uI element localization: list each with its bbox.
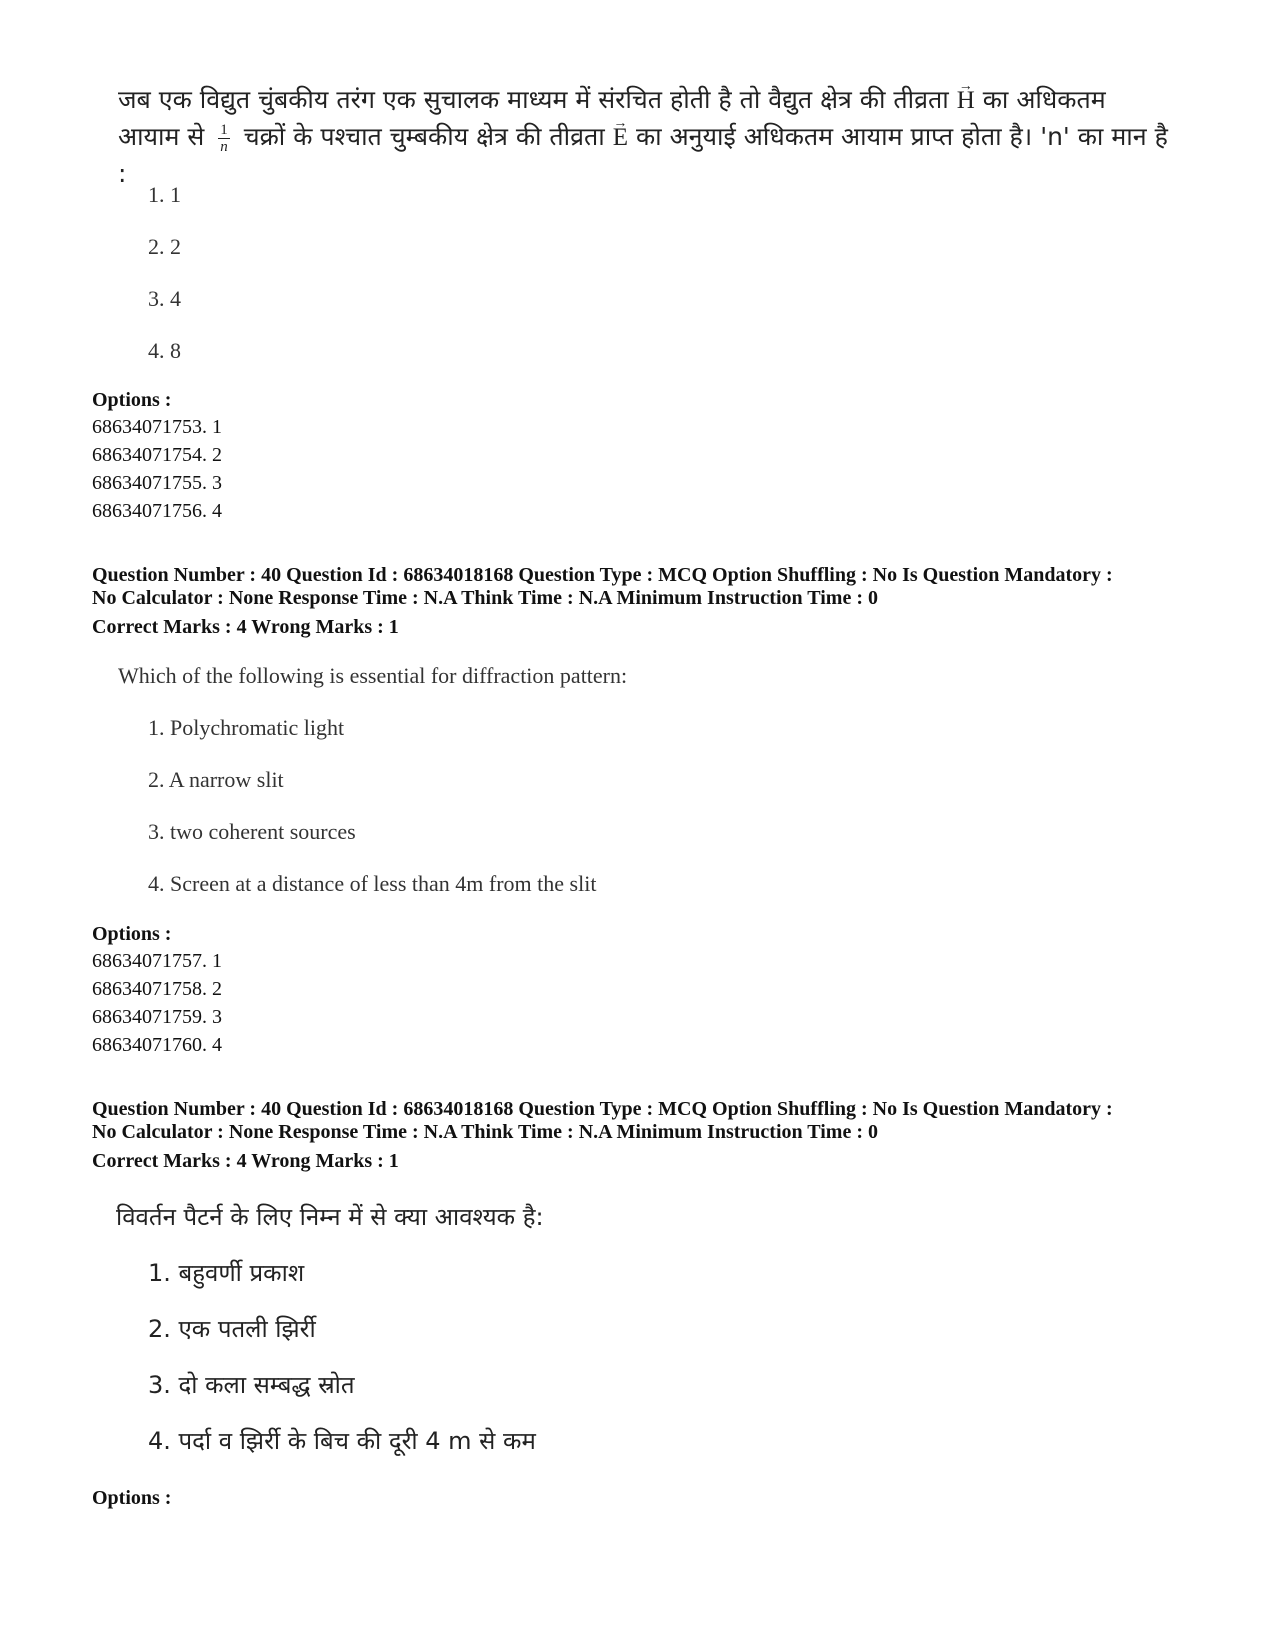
question-line-1: जब एक विद्युत चुंबकीय तरंग एक सुचालक माध्यम में संरचित होती है तो वैद्युत क्षेत्र की तीव्रता → H का अधिकतम xyxy=(118,82,1178,119)
choice-item: 1. Polychromatic light xyxy=(148,715,345,740)
choice-item: 4. पर्दा व झिर्री के बिच की दूरी 4 m से कम xyxy=(148,1427,536,1455)
marks-line: Correct Marks : 4 Wrong Marks : 1 xyxy=(92,1150,399,1172)
choice-item: 4. Screen at a distance of less than 4m from the slit xyxy=(148,871,597,896)
fraction-1-over-n: $\frac{1}{n}$ xyxy=(220,121,228,155)
vector-h: → H xyxy=(957,83,975,119)
vector-e: → E xyxy=(613,120,628,156)
question-meta-line-2: No Calculator : None Response Time : N.A Think Time : N.A Minimum Instruction Time : 0 xyxy=(92,587,878,609)
question-text-english: Which of the following is essential for diffraction pattern: xyxy=(118,663,628,688)
question-meta-line-2: No Calculator : None Response Time : N.A Think Time : N.A Minimum Instruction Time : 0 xyxy=(92,1121,878,1143)
marks-line: Correct Marks : 4 Wrong Marks : 1 xyxy=(92,616,399,638)
option-id-row: 68634071754. 2 xyxy=(92,444,222,466)
option-id-row: 68634071758. 2 xyxy=(92,978,222,1000)
question-meta-line-1: Question Number : 40 Question Id : 68634018168 Question Type : MCQ Option Shuffling : No Is Question Mandatory : xyxy=(92,564,1113,586)
choice-item: 4. 8 xyxy=(148,338,181,363)
question-meta-line-1: Question Number : 40 Question Id : 68634018168 Question Type : MCQ Option Shuffling : No Is Question Mandatory : xyxy=(92,1098,1113,1120)
choice-item: 2. 2 xyxy=(148,234,181,259)
options-label: Options : xyxy=(92,1487,172,1509)
question-text-hindi-diffraction: विवर्तन पैटर्न के लिए निम्न में से क्या आवश्यक है: xyxy=(116,1203,544,1231)
question-line-2: आयाम से $\frac{1}{n}$ चक्रों के पश्चात चुम्बकीय क्षेत्र की तीव्रता → E का अनुयाई अधिकतम आयाम प्राप्त होता है। 'n' का मान है : xyxy=(118,119,1178,192)
option-id-row: 68634071753. 1 xyxy=(92,416,222,438)
option-id-row: 68634071760. 4 xyxy=(92,1034,222,1056)
choice-item: 3. two coherent sources xyxy=(148,819,356,844)
choice-item: 3. दो कला सम्बद्ध स्रोत xyxy=(148,1371,355,1399)
choice-item: 2. एक पतली झिर्री xyxy=(148,1315,316,1343)
options-label: Options : xyxy=(92,923,172,945)
option-id-row: 68634071757. 1 xyxy=(92,950,222,972)
option-id-row: 68634071755. 3 xyxy=(92,472,222,494)
option-id-row: 68634071759. 3 xyxy=(92,1006,222,1028)
options-label: Options : xyxy=(92,389,172,411)
question-text-hindi-em xyxy=(118,82,1178,192)
option-id-row: 68634071756. 4 xyxy=(92,500,222,522)
choice-item: 1. 1 xyxy=(148,182,181,207)
choice-item: 1. बहुवर्णी प्रकाश xyxy=(148,1259,305,1287)
choice-item: 3. 4 xyxy=(148,286,181,311)
choice-item: 2. A narrow slit xyxy=(148,767,284,792)
